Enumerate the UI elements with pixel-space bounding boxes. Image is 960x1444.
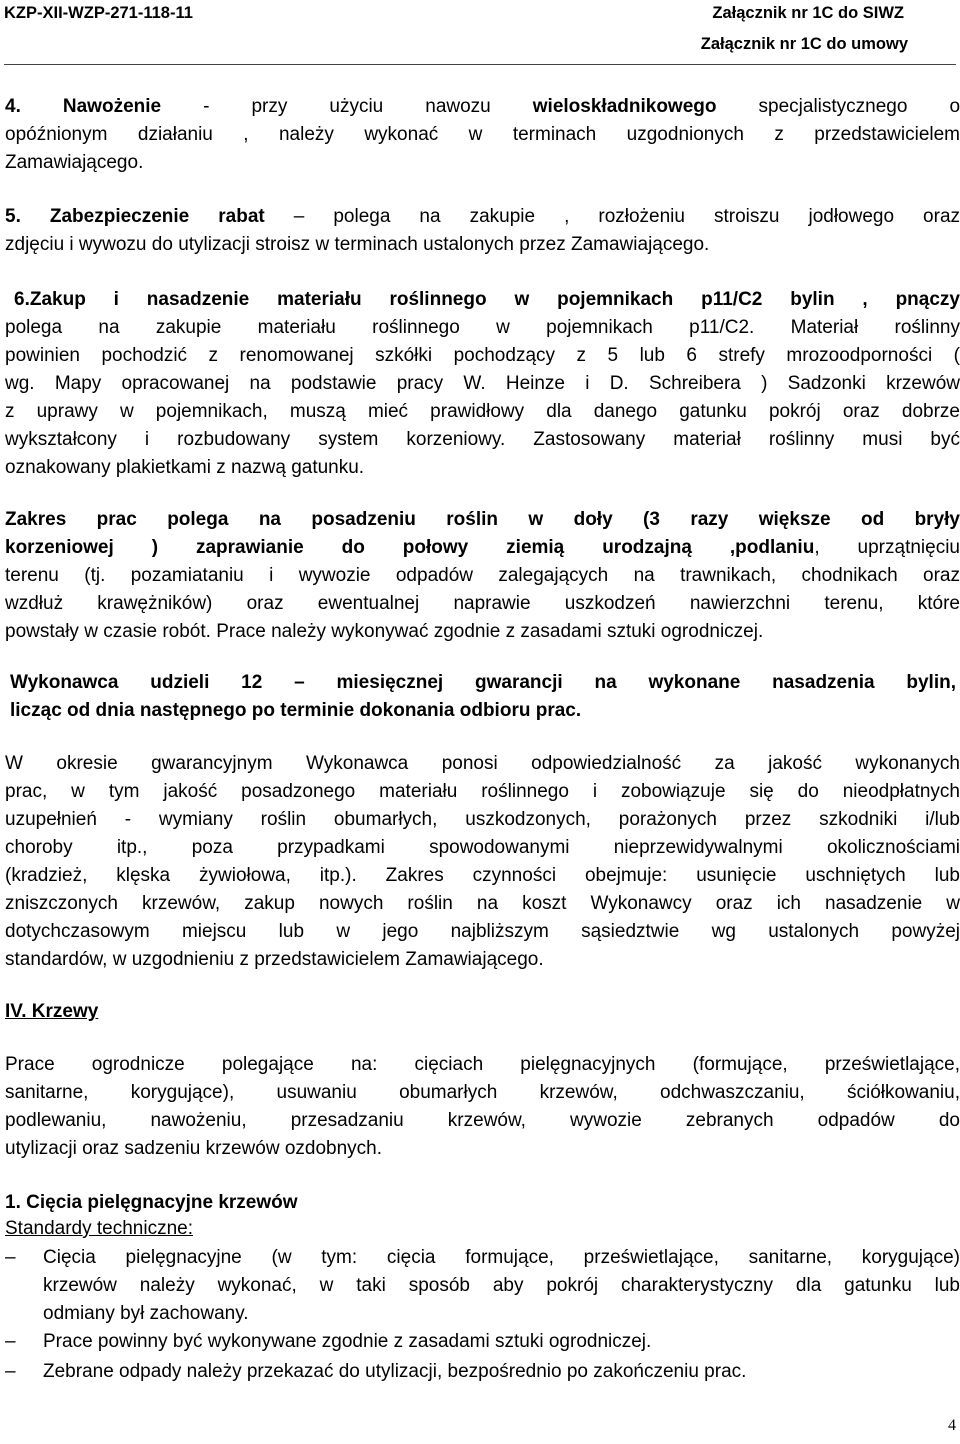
pruning-heading: 1. Cięcia pielęgnacyjne krzewów [5,1192,298,1213]
item-4-paragraph [5,93,960,177]
attachment-label-siwz: Załącznik nr 1C do SIWZ [712,4,904,22]
attachment-label-umowa: Załącznik nr 1C do umowy [700,35,908,53]
item-6-heading-line: 6.Zakup i nasadzenie materiału roślinnego w pojemnikach p11/C2 bylin , pnączy [14,289,960,310]
dash-bullet: – [5,1247,16,1268]
section-heading: IV. Krzewy [5,1001,99,1022]
document-code: KZP-XII-WZP-271-118-11 [4,4,193,22]
warranty-paragraph: Wykonawca udzieli 12 – miesięcznej gwarancji na wykonane nasadzenia bylin, licząc od dnia następnego po terminie dokonania odbioru prac. [10,672,956,721]
zakres-prac-paragraph: Zakres prac polega na posadzeniu roślin w doły (3 razy większe od bryły korzeniowej ) zaprawianie do połowy ziemią urodzajną ,podlaniu, uprzątnięciu terenu (tj. pozamiataniu i wywozie odpadów zalegających na trawnikach, chodnikach oraz wzdłuż krawężników) oraz ewentualnej naprawie uszkodzeń nawierzchni terenu, które powstały w czasie robót. Prace należy wykonywać zgodnie z zasadami sztuki ogrodniczej. [5,509,960,642]
technical-standards-label: Standardy techniczne: [5,1218,194,1239]
item-5-paragraph [5,203,960,259]
item-5-line-1: 5. Zabezpieczenie rabat – polega na zakupie , rozłożeniu stroiszu jodłowego oraz [5,206,960,227]
warranty-period-paragraph: W okresie gwarancyjnym Wykonawca ponosi odpowiedzialność za jakość wykonanych prac, w tym jakość posadzonego materiału roślinnego i zobowiązuje się do nieodpłatnych uzupełnień - wymiany roślin obumarłych, uszkodzonych, porażonych przez szkodniki i/lub choroby itp., poza przypadkami spowodowanymi nieprzewidywalnymi okolicznościami (kradzież, klęska żywiołowa, itp.). Zakres czynności obejmuje: usunięcie uschniętych lub zniszczonych krzewów, zakup nowych roślin na koszt Wykonawcy oraz ich nasadzenie w dotychczasowym miejscu lub w jego najbliższym sąsiedztwie wg ustalonych powyżej standardów, w uzgodnieniu z przedstawicielem Zamawiającego. [5,753,960,970]
dash-bullet: – [5,1361,16,1382]
header-divider [4,64,956,65]
item-5-line-2: zdjęciu i wywozu do utylizacji stroisz w terminach ustalonych przez Zamawiającego. [5,234,710,255]
item-6-paragraph: polega na zakupie materiału roślinnego w pojemnikach p11/C2. Materiał roślinny powinien pochodzić z renomowanej szkółki pochodzący z 5 lub 6 strefy mrozoodporności ( wg. Mapy opracowanej na podstawie pracy W. Heinze i D. Schreibera ) Sadzonki krzewów z uprawy w pojemnikach, muszą mieć prawidłowy dla danego gatunku pokrój oraz dobrze wykształcony i rozbudowany system korzeniowy. Zastosowany materiał roślinny musi być oznakowany plakietkami z nazwą gatunku. [5,317,960,478]
dash-bullet: – [5,1331,16,1352]
item-4-line-1: 4. Nawożenie - przy użyciu nawozu wieloskładnikowego specjalistycznego o [5,96,960,117]
item-4-line-3: Zamawiającego. [5,152,144,173]
item-4-line-2: opóźnionym działaniu , należy wykonać w terminach uzgodnionych z przedstawicielem [5,124,960,145]
gardening-works-paragraph: Prace ogrodnicze polegające na: cięciach pielęgnacyjnych (formujące, prześwietlające, sanitarne, korygujące), usuwaniu obumarłych krzewów, odchwaszczaniu, ściółkowaniu, podlewaniu, nawożeniu, przesadzaniu krzewów, wywozie zebranych odpadów do utylizacji oraz sadzeniu krzewów ozdobnych. [5,1054,960,1159]
item-4-title: Nawożenie [62,96,162,117]
page-number: 4 [948,1417,956,1434]
